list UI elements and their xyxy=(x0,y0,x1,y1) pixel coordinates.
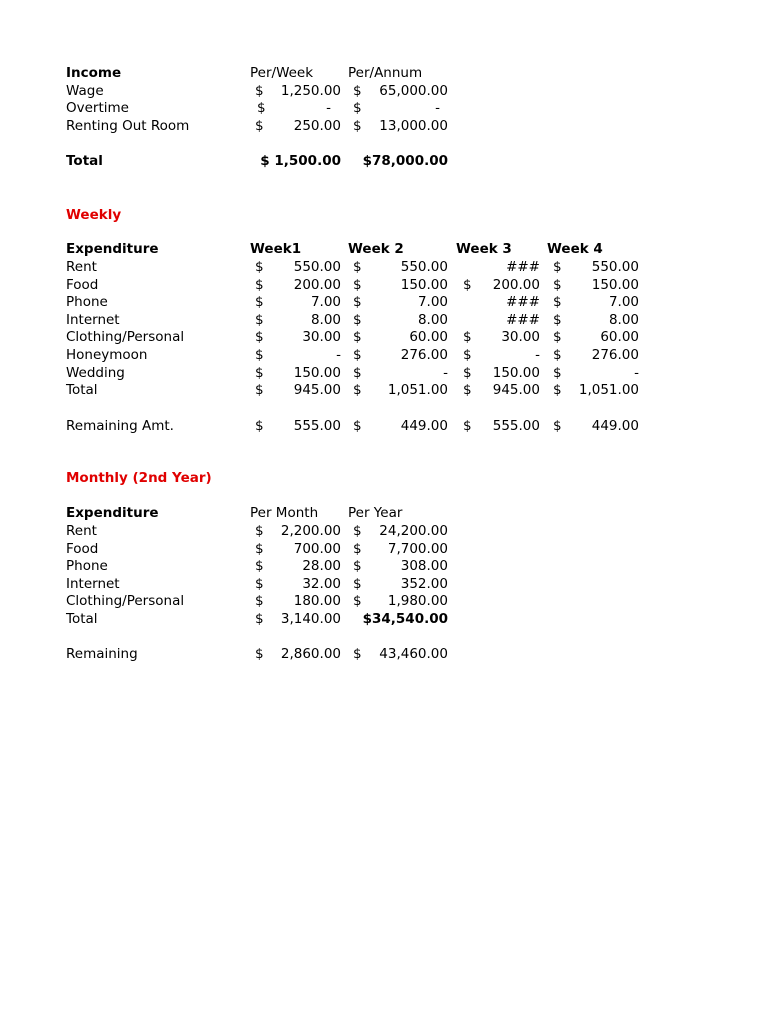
income-row xyxy=(0,117,768,135)
value-cell: 550.00 xyxy=(400,259,448,275)
monthly-header-row xyxy=(0,504,768,522)
value-cell: - xyxy=(326,100,331,116)
value-cell: 2,200.00 xyxy=(280,523,341,539)
currency-symbol: $ xyxy=(255,118,264,134)
value-cell: 60.00 xyxy=(600,329,639,345)
table-row xyxy=(0,364,768,382)
currency-symbol: $ xyxy=(553,418,562,434)
value-cell: 28.00 xyxy=(302,558,341,574)
value-cell: 7,700.00 xyxy=(387,541,448,557)
value-cell: 276.00 xyxy=(591,347,639,363)
currency-symbol: $ xyxy=(463,365,472,381)
value-cell: - xyxy=(535,347,540,363)
currency-symbol: $ xyxy=(353,365,362,381)
currency-symbol: $ xyxy=(353,382,362,398)
weekly-section-title: Weekly xyxy=(66,207,122,223)
currency-symbol: $ xyxy=(463,347,472,363)
currency-symbol: $ xyxy=(353,646,362,662)
table-row xyxy=(0,328,768,346)
currency-symbol: $ xyxy=(255,347,264,363)
value-cell: ### xyxy=(506,259,540,275)
row-label: Wedding xyxy=(66,365,125,381)
value-cell: 308.00 xyxy=(400,558,448,574)
row-label: Internet xyxy=(66,312,120,328)
currency-symbol: $ xyxy=(353,83,362,99)
currency-symbol: $ xyxy=(257,100,266,116)
currency-symbol: $ xyxy=(255,593,264,609)
value-cell: 150.00 xyxy=(591,277,639,293)
monthly-total-row xyxy=(0,610,768,628)
currency-symbol: $ xyxy=(553,312,562,328)
value-cell: 1,980.00 xyxy=(387,593,448,609)
per-month-header: Per Month xyxy=(250,505,319,521)
table-row xyxy=(0,417,768,435)
currency-symbol: $ xyxy=(463,382,472,398)
currency-symbol: $ xyxy=(255,294,264,310)
currency-symbol: $ xyxy=(553,382,562,398)
value-cell: 3,140.00 xyxy=(280,611,341,627)
value-cell: $34,540.00 xyxy=(362,611,448,627)
currency-symbol: $ xyxy=(255,365,264,381)
week-4-header: Week 4 xyxy=(547,241,603,257)
value-cell: 65,000.00 xyxy=(379,83,448,99)
table-row xyxy=(0,311,768,329)
income-heading: Income xyxy=(66,65,122,81)
value-cell: 276.00 xyxy=(400,347,448,363)
row-label: Total xyxy=(66,611,98,627)
currency-symbol: $ xyxy=(353,329,362,345)
row-label: Clothing/Personal xyxy=(66,329,185,345)
value-cell: 555.00 xyxy=(492,418,540,434)
value-cell: 700.00 xyxy=(293,541,341,557)
income-total-row xyxy=(0,152,768,170)
income-header-row xyxy=(0,64,768,82)
value-cell: 1,250.00 xyxy=(280,83,341,99)
per-year-header: Per Year xyxy=(348,505,403,521)
value-cell: 150.00 xyxy=(293,365,341,381)
currency-symbol: $ xyxy=(553,365,562,381)
table-row xyxy=(0,540,768,558)
currency-symbol: $ xyxy=(255,259,264,275)
currency-symbol: $ xyxy=(463,329,472,345)
table-row xyxy=(0,575,768,593)
currency-symbol: $ xyxy=(353,312,362,328)
value-cell: ### xyxy=(506,294,540,310)
currency-symbol: $ xyxy=(255,277,264,293)
table-row xyxy=(0,346,768,364)
value-cell: 43,460.00 xyxy=(379,646,448,662)
table-row xyxy=(0,557,768,575)
currency-symbol: $ xyxy=(353,558,362,574)
week-1-header: Week1 xyxy=(250,241,302,257)
row-label: Rent xyxy=(66,259,97,275)
row-label: Phone xyxy=(66,294,108,310)
value-cell: 30.00 xyxy=(302,329,341,345)
currency-symbol: $ xyxy=(353,418,362,434)
value-cell: 32.00 xyxy=(302,576,341,592)
currency-symbol: $ xyxy=(353,576,362,592)
value-cell: 150.00 xyxy=(492,365,540,381)
row-label: Renting Out Room xyxy=(66,118,190,134)
currency-symbol: $ xyxy=(353,259,362,275)
value-cell: - xyxy=(443,365,448,381)
value-cell: 449.00 xyxy=(591,418,639,434)
value-cell: 150.00 xyxy=(400,277,448,293)
value-cell: 200.00 xyxy=(293,277,341,293)
currency-symbol: $ xyxy=(255,646,264,662)
row-label: Total xyxy=(66,153,103,169)
currency-symbol: $ xyxy=(255,558,264,574)
value-cell: 1,051.00 xyxy=(578,382,639,398)
value-cell: 7.00 xyxy=(417,294,448,310)
monthly-remaining-row xyxy=(0,645,768,663)
per-week-header: Per/Week xyxy=(250,65,314,81)
row-label: Overtime xyxy=(66,100,129,116)
value-cell: 200.00 xyxy=(492,277,540,293)
table-row xyxy=(0,276,768,294)
week-3-header: Week 3 xyxy=(456,241,512,257)
currency-symbol: $ xyxy=(353,541,362,557)
value-cell: $78,000.00 xyxy=(362,153,448,169)
value-cell: - xyxy=(336,347,341,363)
row-label: Rent xyxy=(66,523,97,539)
week-2-header: Week 2 xyxy=(348,241,404,257)
currency-symbol: $ xyxy=(553,259,562,275)
currency-symbol: $ xyxy=(255,523,264,539)
value-cell: 30.00 xyxy=(501,329,540,345)
currency-symbol: $ xyxy=(353,347,362,363)
currency-symbol: $ xyxy=(353,523,362,539)
currency-symbol: $ xyxy=(553,277,562,293)
value-cell: 449.00 xyxy=(400,418,448,434)
expenditure-heading: Expenditure xyxy=(66,505,159,521)
currency-symbol: $ xyxy=(255,312,264,328)
row-label: Honeymoon xyxy=(66,347,148,363)
value-cell: 8.00 xyxy=(417,312,448,328)
value-cell: 945.00 xyxy=(492,382,540,398)
weekly-header-row xyxy=(0,240,768,258)
currency-symbol: $ xyxy=(553,329,562,345)
value-cell: 24,200.00 xyxy=(379,523,448,539)
value-cell: 1,051.00 xyxy=(387,382,448,398)
income-row xyxy=(0,99,768,117)
value-cell: 550.00 xyxy=(591,259,639,275)
value-cell: 180.00 xyxy=(293,593,341,609)
currency-symbol: $ xyxy=(553,294,562,310)
value-cell: - xyxy=(435,100,440,116)
row-label: Phone xyxy=(66,558,108,574)
value-cell: 250.00 xyxy=(293,118,341,134)
table-row xyxy=(0,522,768,540)
table-row xyxy=(0,293,768,311)
currency-symbol: $ xyxy=(353,277,362,293)
table-row xyxy=(0,258,768,276)
income-row xyxy=(0,82,768,100)
value-cell: 7.00 xyxy=(608,294,639,310)
currency-symbol: $ xyxy=(255,382,264,398)
value-cell: ### xyxy=(506,312,540,328)
currency-symbol: $ xyxy=(353,593,362,609)
currency-symbol: $ xyxy=(255,418,264,434)
row-label: Clothing/Personal xyxy=(66,593,185,609)
currency-symbol: $ xyxy=(255,541,264,557)
value-cell: 7.00 xyxy=(310,294,341,310)
currency-symbol: $ xyxy=(553,347,562,363)
value-cell: 60.00 xyxy=(409,329,448,345)
currency-symbol: $ xyxy=(255,83,264,99)
currency-symbol: $ xyxy=(463,277,472,293)
row-label: Internet xyxy=(66,576,120,592)
value-cell: 8.00 xyxy=(310,312,341,328)
monthly-section-title: Monthly (2nd Year) xyxy=(66,470,212,486)
value-cell: 352.00 xyxy=(400,576,448,592)
currency-symbol: $ xyxy=(255,329,264,345)
currency-symbol: $ xyxy=(353,294,362,310)
per-annum-header: Per/Annum xyxy=(348,65,423,81)
table-row xyxy=(0,381,768,399)
row-label: Remaining xyxy=(66,646,138,662)
value-cell: 13,000.00 xyxy=(379,118,448,134)
value-cell: 8.00 xyxy=(608,312,639,328)
currency-symbol: $ xyxy=(255,611,264,627)
currency-symbol: $ xyxy=(353,100,362,116)
value-cell: - xyxy=(634,365,639,381)
value-cell: 550.00 xyxy=(293,259,341,275)
row-label: Wage xyxy=(66,83,104,99)
row-label: Remaining Amt. xyxy=(66,418,174,434)
currency-symbol: $ xyxy=(255,576,264,592)
value-cell: 555.00 xyxy=(293,418,341,434)
value-cell: 945.00 xyxy=(293,382,341,398)
currency-symbol: $ xyxy=(353,118,362,134)
value-cell: $ 1,500.00 xyxy=(260,153,341,169)
value-cell: 2,860.00 xyxy=(280,646,341,662)
row-label: Food xyxy=(66,541,99,557)
currency-symbol: $ xyxy=(463,418,472,434)
table-row xyxy=(0,592,768,610)
row-label: Food xyxy=(66,277,99,293)
expenditure-heading: Expenditure xyxy=(66,241,159,257)
row-label: Total xyxy=(66,382,98,398)
